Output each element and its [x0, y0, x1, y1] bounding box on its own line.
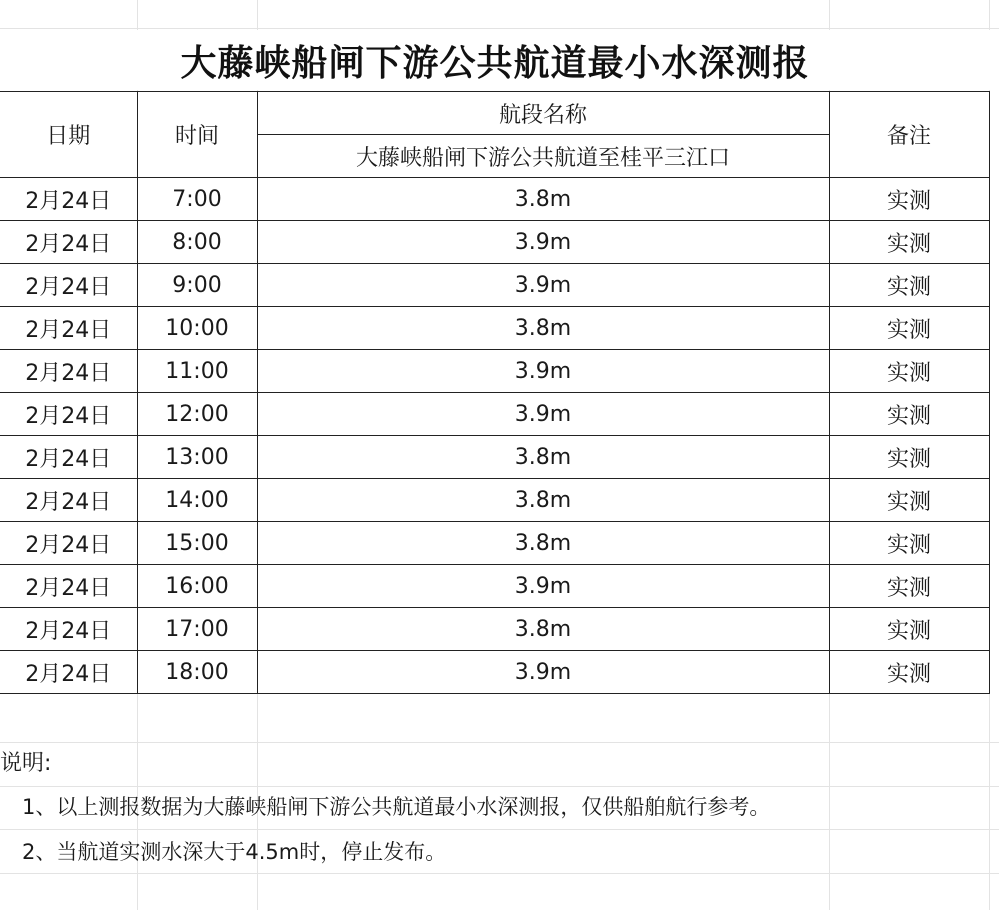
table-row	[0, 393, 989, 436]
depth-report-table	[0, 91, 990, 694]
cell-remark: 实测	[829, 264, 989, 307]
cell-remark: 实测	[829, 436, 989, 479]
cell-date: 2月24日	[0, 350, 137, 393]
cell-depth: 3.8m	[257, 608, 829, 651]
table-row	[0, 264, 989, 307]
cell-remark: 实测	[829, 178, 989, 221]
cell-depth: 3.8m	[257, 522, 829, 565]
cell-depth: 3.8m	[257, 436, 829, 479]
header-segment-group: 航段名称	[257, 92, 829, 135]
header-date: 日期	[0, 92, 137, 178]
note-item: 1、以上测报数据为大藤峡船闸下游公共航道最小水深测报，仅供船舶航行参考。	[22, 795, 771, 819]
grid-line	[0, 28, 999, 29]
table-row	[0, 350, 989, 393]
cell-depth: 3.9m	[257, 651, 829, 694]
cell-remark: 实测	[829, 221, 989, 264]
cell-date: 2月24日	[0, 522, 137, 565]
cell-remark: 实测	[829, 393, 989, 436]
cell-depth: 3.8m	[257, 307, 829, 350]
header-segment-name: 大藤峡船闸下游公共航道至桂平三江口	[257, 135, 829, 178]
table-row	[0, 436, 989, 479]
cell-time: 10:00	[137, 307, 257, 350]
cell-time: 7:00	[137, 178, 257, 221]
cell-time: 12:00	[137, 393, 257, 436]
table-row	[0, 221, 989, 264]
note-item: 2、当航道实测水深大于4.5m时，停止发布。	[22, 840, 447, 864]
cell-depth: 3.8m	[257, 178, 829, 221]
cell-time: 11:00	[137, 350, 257, 393]
table-row	[0, 651, 989, 694]
report-title: 大藤峡船闸下游公共航道最小水深测报	[0, 30, 990, 90]
cell-depth: 3.9m	[257, 264, 829, 307]
cell-time: 15:00	[137, 522, 257, 565]
table-row	[0, 479, 989, 522]
grid-line	[0, 873, 999, 874]
cell-remark: 实测	[829, 479, 989, 522]
table-row	[0, 178, 989, 221]
header-remark: 备注	[829, 92, 989, 178]
cell-date: 2月24日	[0, 608, 137, 651]
cell-time: 13:00	[137, 436, 257, 479]
cell-time: 18:00	[137, 651, 257, 694]
cell-date: 2月24日	[0, 221, 137, 264]
cell-time: 8:00	[137, 221, 257, 264]
cell-time: 9:00	[137, 264, 257, 307]
cell-date: 2月24日	[0, 436, 137, 479]
cell-time: 14:00	[137, 479, 257, 522]
cell-date: 2月24日	[0, 178, 137, 221]
cell-date: 2月24日	[0, 479, 137, 522]
cell-date: 2月24日	[0, 393, 137, 436]
cell-time: 17:00	[137, 608, 257, 651]
header-time: 时间	[137, 92, 257, 178]
cell-date: 2月24日	[0, 307, 137, 350]
header-row	[0, 92, 989, 135]
cell-remark: 实测	[829, 565, 989, 608]
table-row	[0, 608, 989, 651]
table-row	[0, 565, 989, 608]
table-row	[0, 307, 989, 350]
cell-remark: 实测	[829, 307, 989, 350]
cell-depth: 3.9m	[257, 221, 829, 264]
grid-line	[0, 786, 999, 787]
cell-depth: 3.9m	[257, 565, 829, 608]
cell-remark: 实测	[829, 608, 989, 651]
cell-depth: 3.9m	[257, 350, 829, 393]
cell-date: 2月24日	[0, 651, 137, 694]
cell-remark: 实测	[829, 522, 989, 565]
table-row	[0, 522, 989, 565]
cell-date: 2月24日	[0, 264, 137, 307]
cell-depth: 3.8m	[257, 479, 829, 522]
cell-date: 2月24日	[0, 565, 137, 608]
cell-depth: 3.9m	[257, 393, 829, 436]
grid-line	[0, 742, 999, 743]
cell-remark: 实测	[829, 651, 989, 694]
grid-line	[0, 829, 999, 830]
cell-remark: 实测	[829, 350, 989, 393]
notes-title: 说明:	[0, 751, 52, 776]
cell-time: 16:00	[137, 565, 257, 608]
